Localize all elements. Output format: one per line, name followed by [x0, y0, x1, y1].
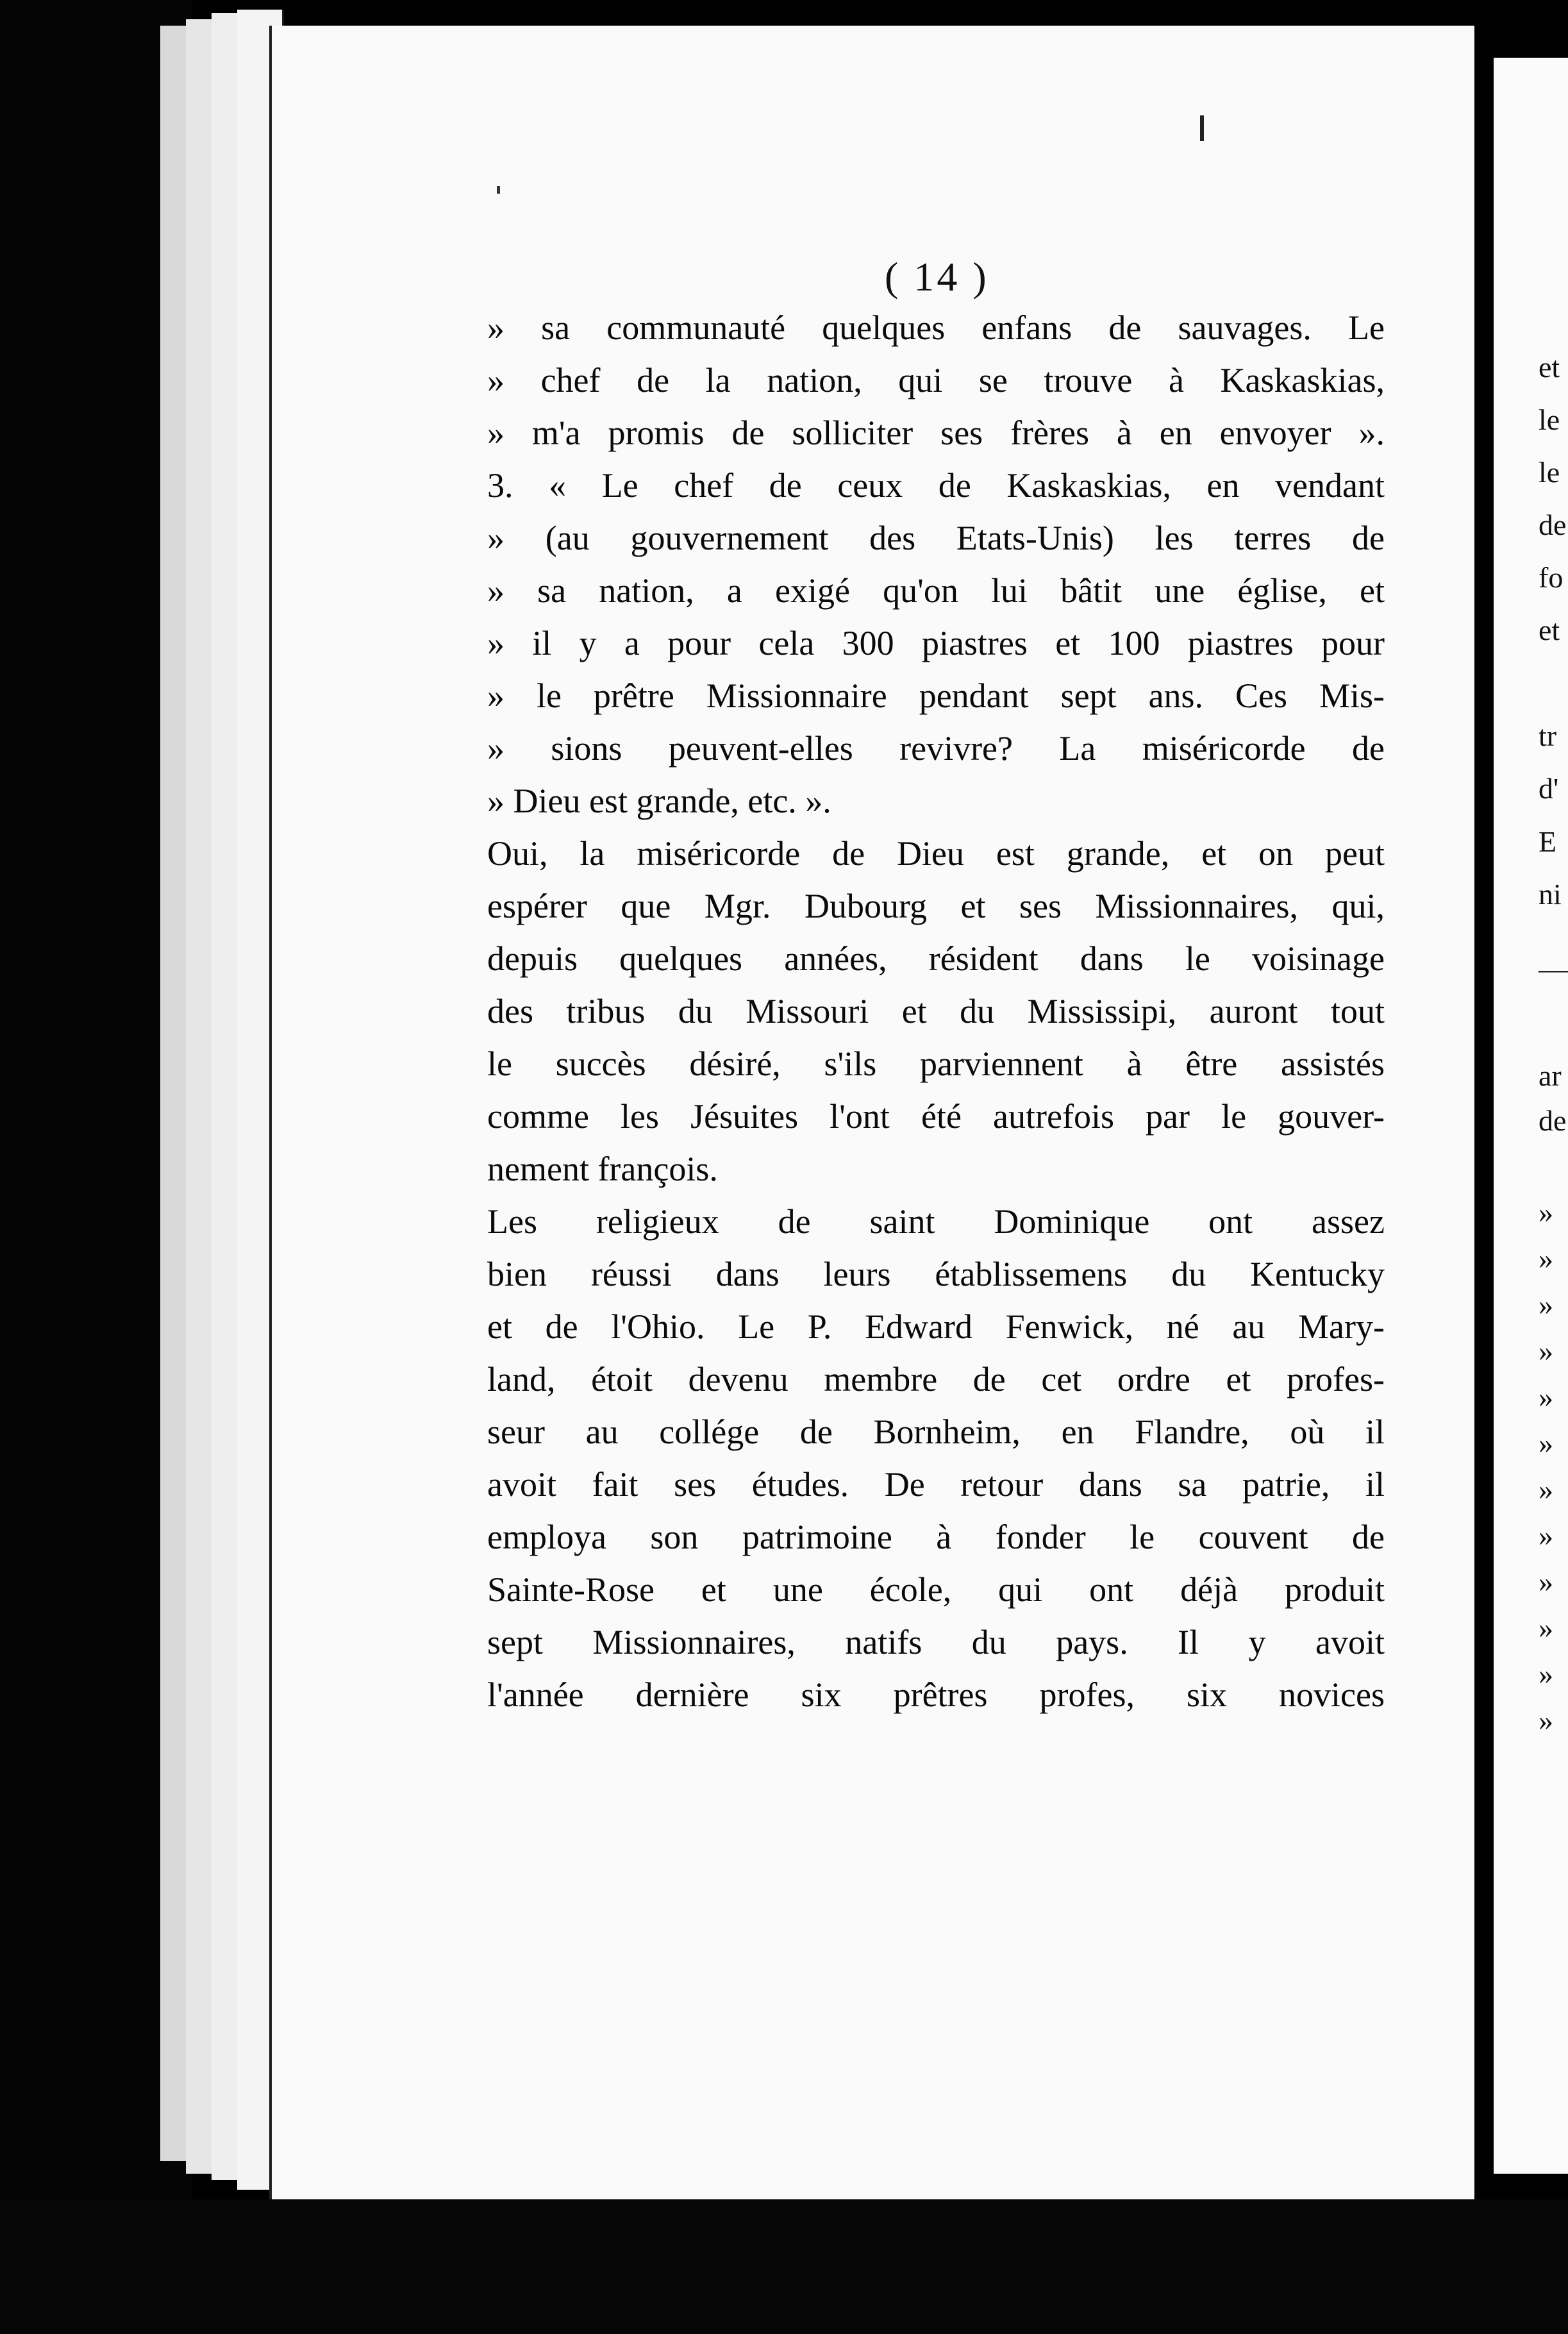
- facing-page-fragment: d': [1539, 772, 1559, 805]
- facing-page-fragment: »: [1539, 1658, 1553, 1690]
- facing-page-fragment: ni: [1539, 878, 1562, 911]
- facing-page-fragment: »: [1539, 1565, 1553, 1598]
- text-line: des tribus du Missouri et du Mississipi, auront tout: [487, 992, 1385, 1030]
- scan-background: [0, 2199, 1568, 2334]
- page-gutter: [1474, 0, 1494, 2334]
- text-line: espérer que Mgr. Dubourg et ses Missionnaires, qui,: [487, 887, 1385, 925]
- text-line: » m'a promis de solliciter ses frères à en envoyer ».: [487, 414, 1385, 452]
- text-line: 3. « Le chef de ceux de Kaskaskias, en vendant: [487, 466, 1385, 505]
- text-line: le succès désiré, s'ils parviennent à être assistés: [487, 1045, 1385, 1083]
- facing-page-fragment: et: [1539, 351, 1560, 383]
- text-line: » (au gouvernement des Etats-Unis) les terres de: [487, 519, 1385, 557]
- facing-page-fragment: E: [1539, 825, 1557, 858]
- facing-page-fragment: »: [1539, 1704, 1553, 1736]
- text-line: comme les Jésuites l'ont été autrefois par le gouver-: [487, 1097, 1385, 1136]
- facing-page-fragment: et: [1539, 614, 1560, 646]
- text-line: Sainte-Rose et une école, qui ont déjà produit: [487, 1570, 1385, 1609]
- text-line: et de l'Ohio. Le P. Edward Fenwick, né au Mary-: [487, 1307, 1385, 1346]
- facing-page-fragment: ar: [1539, 1059, 1562, 1092]
- text-line: » sions peuvent-elles revivre? La miséricorde de: [487, 729, 1385, 768]
- facing-page-fragment: tr: [1539, 719, 1557, 752]
- facing-page-fragment: »: [1539, 1288, 1553, 1321]
- facing-page-fragment: le: [1539, 456, 1560, 489]
- facing-page-fragment: de: [1539, 508, 1567, 541]
- text-line: avoit fait ses études. De retour dans sa patrie, il: [487, 1465, 1385, 1504]
- text-line: sept Missionnaires, natifs du pays. Il y avoit: [487, 1623, 1385, 1661]
- text-line: seur au collége de Bornheim, en Flandre, où il: [487, 1413, 1385, 1451]
- page-number: ( 14 ): [885, 254, 989, 299]
- text-line: » il y a pour cela 300 piastres et 100 piastres pour: [487, 624, 1385, 662]
- ink-speck: [497, 186, 500, 194]
- facing-page-fragment: »: [1539, 1427, 1553, 1459]
- facing-page-fragment: »: [1539, 1381, 1553, 1413]
- facing-page-fragment: »: [1539, 1519, 1553, 1552]
- text-line: nement françois.: [487, 1150, 718, 1188]
- ink-mark: [1200, 115, 1204, 141]
- text-line: » sa communauté quelques enfans de sauvages. Le: [487, 308, 1385, 347]
- facing-page-fragment: de: [1539, 1104, 1567, 1137]
- facing-page-fragment: fo: [1539, 561, 1564, 594]
- text-line: Les religieux de saint Dominique ont assez: [487, 1202, 1385, 1241]
- text-line: land, étoit devenu membre de cet ordre et profes-: [487, 1360, 1385, 1398]
- text-line: Oui, la miséricorde de Dieu est grande, et on peut: [487, 834, 1385, 873]
- text-line: bien réussi dans leurs établissemens du Kentucky: [487, 1255, 1385, 1293]
- body-text: [487, 301, 1385, 1721]
- facing-page-fragment: »: [1539, 1611, 1553, 1644]
- text-line: employa son patrimoine à fonder le couvent de: [487, 1518, 1385, 1556]
- text-line: » chef de la nation, qui se trouve à Kaskaskias,: [487, 361, 1385, 399]
- text-line: l'année dernière six prêtres profes, six novices: [487, 1675, 1385, 1714]
- text-line: » Dieu est grande, etc. ».: [487, 782, 831, 820]
- facing-page-fragment: —: [1539, 952, 1568, 985]
- text-line: » sa nation, a exigé qu'on lui bâtit une église, et: [487, 571, 1385, 610]
- facing-page-fragment: »: [1539, 1242, 1553, 1275]
- text-line: » le prêtre Missionnaire pendant sept ans. Ces Mis-: [487, 676, 1385, 715]
- facing-page-fragment: »: [1539, 1473, 1553, 1506]
- text-line: depuis quelques années, résident dans le voisinage: [487, 939, 1385, 978]
- facing-page-fragment: le: [1539, 403, 1560, 436]
- facing-page-fragment: »: [1539, 1196, 1553, 1229]
- facing-page-fragment: »: [1539, 1334, 1553, 1367]
